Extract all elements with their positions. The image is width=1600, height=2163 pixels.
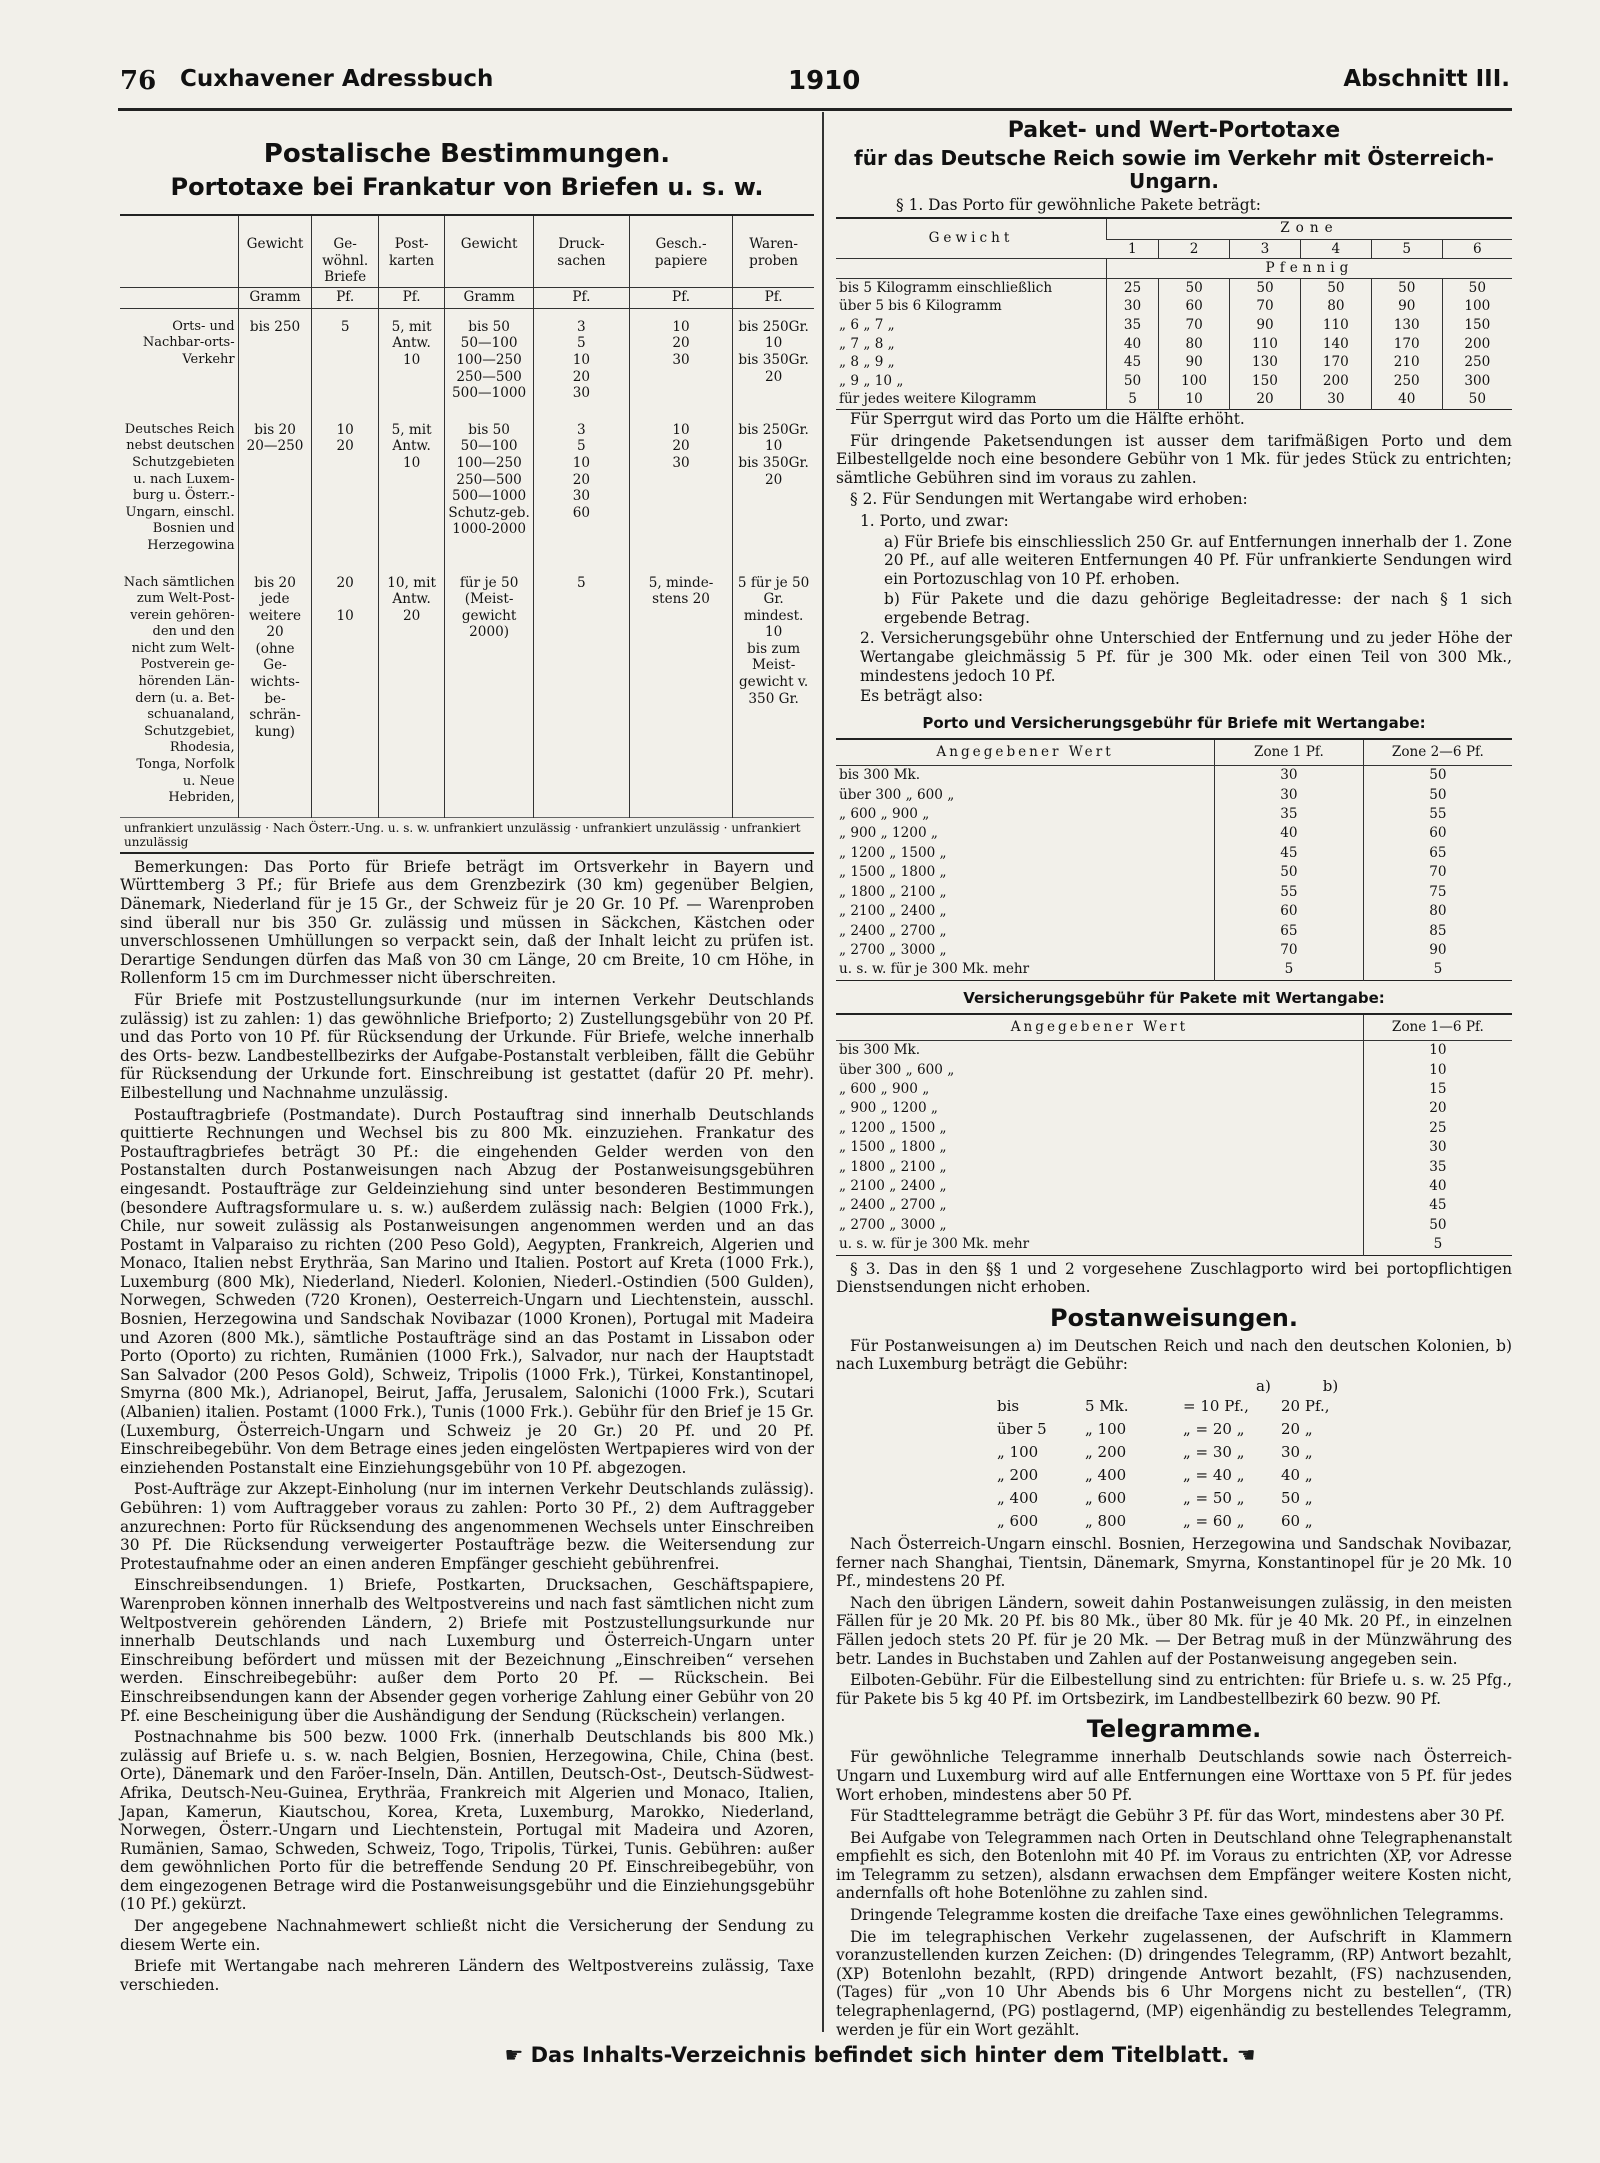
- label-b: b): [1322, 1376, 1339, 1395]
- rate-cell: 250: [1442, 353, 1512, 372]
- rate-cell: 170: [1371, 335, 1442, 354]
- row-label: „ 600 „ 900 „: [839, 806, 930, 823]
- rate-cell: 5: [1215, 960, 1364, 980]
- porto-item: 1. Porto, und zwar:: [860, 511, 1009, 530]
- zone-head: 2: [1159, 239, 1230, 259]
- right-subtitle: für das Deutsche Reich sowie im Verkehr mit Österreich-Ungarn.: [854, 146, 1494, 193]
- table-cell: 5 für je 50 Gr. mindest. 10 bis zum Meist-gewicht v. 350 Gr.: [733, 565, 814, 818]
- table-row: [836, 902, 1512, 921]
- table-row: [836, 863, 1512, 882]
- footer-text: Das Inhalts-Verzeichnis befindet sich hinter dem Titelblatt.: [530, 2043, 1230, 2067]
- row-label: „ 2700 „ 3000 „: [839, 941, 947, 958]
- rate-cell: 10: [1363, 1061, 1512, 1080]
- money-order-cell: = 10 Pf.,: [1183, 1396, 1249, 1415]
- money-order-cell: über 5: [997, 1419, 1047, 1438]
- table-cell: 10 20 30: [629, 412, 732, 565]
- money-order-row: [836, 1397, 1512, 1416]
- unit-head: Pfennig: [1106, 259, 1512, 279]
- table-row: [836, 1216, 1512, 1235]
- pointing-hand-icon: ☛: [504, 2043, 531, 2067]
- label-a: a): [1256, 1376, 1271, 1395]
- row-label: „ 1800 „ 2100 „: [839, 1158, 947, 1175]
- row-label: „ 1500 „ 1800 „: [839, 864, 947, 881]
- row-label: „ 2100 „ 2400 „: [839, 903, 947, 920]
- table-cell: 5: [533, 565, 629, 818]
- rate-cell: 250: [1371, 372, 1442, 391]
- rate-cell: 65: [1363, 844, 1512, 863]
- rate-cell: 50: [1363, 786, 1512, 805]
- money-order-cell: 30 „: [1281, 1442, 1313, 1461]
- telegram-paragraph: Für gewöhnliche Telegramme innerhalb Deutschlands sowie nach Österreich-Ungarn und Luxemburg wird auf alle Entfernungen eine Worttaxe von 5 Pf. für jedes Wort erhoben, mindestens aber 50 Pf.: [836, 1748, 1512, 1804]
- region-cell: Deutsches Reich nebst deutschen Schutzgebieten u. nach Luxem-burg u. Österr.-Ungarn, einschl. Bosnien und Herzegowina: [124, 421, 235, 553]
- money-order-cell: „ 600: [997, 1511, 1039, 1530]
- money-order-cell: „ 100: [997, 1442, 1039, 1461]
- footer-notice: [380, 2042, 1380, 2068]
- region-cell: Nach sämtlichen zum Welt-Post-verein gehören-den und den nicht zum Welt-Postverein ge-hörenden Län-dern (u. a. Bet-schuanaland, Schutzgebiet, Rhodesia, Tonga, Norfolk u. Neue Hebriden,: [123, 574, 235, 806]
- rate-cell: 50: [1230, 278, 1301, 297]
- col-head-weight: Gewicht: [836, 218, 1106, 259]
- table-row: [836, 1099, 1512, 1118]
- row-label: u. s. w. für je 300 Mk. mehr: [839, 1236, 1030, 1253]
- postanweisungen-heading: Postanweisungen.: [1050, 1303, 1298, 1332]
- rate-cell: 5: [1363, 1235, 1512, 1255]
- vertical-note: Nach Österr.-Ung. u. s. w. unfrankiert unzulässig: [272, 820, 571, 835]
- rate-cell: 150: [1230, 372, 1301, 391]
- row-label: „ 8 „ 9 „: [839, 354, 895, 371]
- rate-cell: 25: [1363, 1119, 1512, 1138]
- rate-cell: 70: [1215, 941, 1364, 960]
- page-number: 76: [120, 66, 157, 96]
- rate-cell: 200: [1300, 372, 1371, 391]
- row-label: „ 2400 „ 2700 „: [839, 1197, 947, 1214]
- registered-delivery-paragraph: Für Briefe mit Postzustellungsurkunde (nur im internen Verkehr Deutschlands zulässig) ist zu zahlen: 1) das gewöhnliche Briefporto; 2) Zustellungsgebühr von 20 Pf. und das Porto von 10 Pf. für Rücksendung der Urkunde. Für Briefe, welche innerhalb des Orts- bezw. Landbestellbezirks der Aufgabe-Postanstalt verbleiben, fällt die Gebühr für Rücksendung der Urkunde fort. Einschreibung ist gestattet (dafür 20 Pf. mehr). Eilbestellung und Nachnahme unzulässig.: [120, 990, 814, 1102]
- rate-cell: 40: [1363, 1177, 1512, 1196]
- money-order-cell: „ = 60 „: [1183, 1511, 1245, 1530]
- col-head-zone1: Zone 1 Pf.: [1215, 739, 1364, 766]
- rate-cell: 10: [1363, 1041, 1512, 1061]
- rate-cell: 210: [1371, 353, 1442, 372]
- col-head-value: Angegebener Wert: [836, 739, 1215, 766]
- rate-cell: 100: [1442, 297, 1512, 316]
- col-head-print: Druck-sachen: [533, 215, 629, 287]
- zone-head: 1: [1106, 239, 1158, 259]
- row-label: „ 7 „ 8 „: [839, 335, 895, 352]
- money-order-row: [836, 1489, 1512, 1508]
- row-label: „ 1500 „ 1800 „: [839, 1139, 947, 1156]
- row-label: „ 600 „ 900 „: [839, 1080, 930, 1097]
- table-row: [836, 1177, 1512, 1196]
- rate-cell: 40: [1106, 335, 1158, 354]
- money-order-row: [836, 1512, 1512, 1531]
- table-row: [836, 353, 1512, 372]
- zone-head: 3: [1230, 239, 1301, 259]
- rate-cell: 5: [1106, 390, 1158, 409]
- value-letters-paragraph: Briefe mit Wertangabe nach mehreren Ländern des Weltpostvereins zulässig, Taxe verschieden.: [120, 1957, 814, 1994]
- row-label: über 300 „ 600 „: [839, 1061, 955, 1078]
- rate-cell: 55: [1363, 805, 1512, 824]
- thus-line: Es beträgt also:: [860, 687, 984, 706]
- row-label: u. s. w. für je 300 Mk. mehr: [839, 961, 1030, 978]
- col-head-region: [120, 215, 238, 287]
- rate-cell: 50: [1363, 766, 1512, 786]
- table-cell: für je 50 (Meist-gewicht 2000): [445, 565, 534, 818]
- parcel-value-table: [836, 1013, 1512, 1256]
- unit-cell: Pf.: [378, 287, 444, 308]
- money-order-intro: Für Postanweisungen a) im Deutschen Reich und nach den deutschen Kolonien, b) nach Luxemburg beträgt die Gebühr:: [836, 1336, 1512, 1374]
- telegram-paragraph: Dringende Telegramme kosten die dreifache Taxe eines gewöhnlichen Telegramms.: [850, 1906, 1504, 1925]
- rate-cell: 45: [1215, 844, 1364, 863]
- money-order-ab: [836, 1377, 1512, 1395]
- table-cell: 20 10: [312, 565, 378, 818]
- zone-head: 5: [1371, 239, 1442, 259]
- table-row: [836, 1158, 1512, 1177]
- rate-cell: 100: [1159, 372, 1230, 391]
- left-subtitle: Portotaxe bei Frankatur von Briefen u. s. w.: [170, 173, 764, 201]
- table-row: [836, 1041, 1512, 1061]
- row-label: „ 2400 „ 2700 „: [839, 922, 947, 939]
- col-head-zone: Zone: [1106, 218, 1512, 240]
- rate-cell: 90: [1230, 316, 1301, 335]
- row-label: „ 2100 „ 2400 „: [839, 1177, 947, 1194]
- rate-cell: 60: [1159, 297, 1230, 316]
- money-order-cell: „ 200: [1085, 1442, 1127, 1461]
- rate-cell: 40: [1371, 390, 1442, 409]
- money-order-cell: „ = 50 „: [1183, 1488, 1245, 1507]
- table-row: [836, 316, 1512, 335]
- row-label: „ 2700 „ 3000 „: [839, 1216, 947, 1233]
- table-row: [836, 844, 1512, 863]
- table-cell: bis 250Gr. 10 bis 350Gr. 20: [733, 308, 814, 411]
- vertical-notes-row: unfrankiert unzulässig · Nach Österr.-Ung. u. s. w. unfrankiert unzulässig · unfrankiert unzulässig · unfrankiert unzulässig: [120, 817, 814, 853]
- row-label: „ 1200 „ 1500 „: [839, 1119, 947, 1136]
- region-cell: Orts- und Nachbar-orts-Verkehr: [142, 318, 235, 367]
- col-head-zone1-6: Zone 1—6 Pf.: [1363, 1014, 1512, 1041]
- rate-cell: 130: [1230, 353, 1301, 372]
- rate-cell: 90: [1371, 297, 1442, 316]
- rate-cell: 5: [1363, 960, 1512, 980]
- rate-cell: 50: [1159, 278, 1230, 297]
- table-row: [836, 941, 1512, 960]
- express-note: Eilboten-Gebühr. Für die Eilbestellung sind zu entrichten: für Briefe u. s. w. 25 Pfg., für Pakete bis 5 kg 40 Pf. im Ortsbezirk, im Landbestellbezirk 60 bezw. 90 Pf.: [836, 1671, 1512, 1708]
- row-label: über 300 „ 600 „: [839, 786, 955, 803]
- rate-cell: 140: [1300, 335, 1371, 354]
- table-row: [836, 1080, 1512, 1099]
- parcels-item: b) Für Pakete und die dazu gehörige Begleitadresse: der nach § 1 sich ergebende Betrag.: [884, 590, 1512, 627]
- book-title: Cuxhavener Adressbuch: [180, 66, 494, 92]
- year: 1910: [788, 66, 861, 96]
- letter-value-table: [836, 738, 1512, 981]
- table-row: [836, 960, 1512, 980]
- bulky-note: Für Sperrgut wird das Porto um die Hälfte erhöht.: [850, 409, 1245, 428]
- unit-cell: Pf.: [629, 287, 732, 308]
- parcel-value-heading: Versicherungsgebühr für Pakete mit Wertangabe:: [963, 988, 1385, 1007]
- row-label: „ 6 „ 7 „: [839, 316, 895, 333]
- table-row: [836, 278, 1512, 297]
- money-order-cell: bis: [997, 1396, 1020, 1415]
- rate-cell: 90: [1363, 941, 1512, 960]
- insurance-item: 2. Versicherungsgebühr ohne Unterschied der Entfernung und zu jeder Höhe der Wertangabe gleichmässig 5 Pf. für je 300 Mk. oder einen Teil von 300 Mk., mindestens jedoch 10 Pf.: [860, 629, 1512, 685]
- other-countries-note: Nach den übrigen Ländern, soweit dahin Postanweisungen zulässig, in den meisten Fällen für je 20 Mk. 20 Pf. bis 80 Mk., über 80 Mk. für je 40 Mk. 20 Pf., in einzelnen Fällen jedoch stets 20 Pf. für je 20 Mk. — Der Betrag muß in der Münzwährung des betr. Landes in Buchstaben und Zahlen auf der Postanweisung angegeben sein.: [836, 1593, 1512, 1668]
- table-row: [836, 766, 1512, 786]
- rate-cell: 50: [1300, 278, 1371, 297]
- money-order-cell: „ 800: [1085, 1511, 1127, 1530]
- money-order-cell: „ 400: [1085, 1465, 1127, 1484]
- acceptance-paragraph: Post-Aufträge zur Akzept-Einholung (nur im internen Verkehr Deutschlands zulässig). Gebühren: 1) vom Auftraggeber voraus zu zahlen: Porto 30 Pf., 2) dem Auftraggeber anzurechnen: Porto für Rücksendung des angenommenen Wechsels unter Einschreiben 30 Pf. Die Rücksendung verweigerter Postaufträge bezw. die Weitersendung zur Protestaufnahme oder an einen anderen Empfänger geschieht gebührenfrei.: [120, 1480, 814, 1573]
- money-order-cell: „ 400: [997, 1488, 1039, 1507]
- table-row: [836, 786, 1512, 805]
- rate-cell: 20: [1230, 390, 1301, 409]
- rate-cell: 30: [1215, 786, 1364, 805]
- table-row: [836, 922, 1512, 941]
- table-row: [836, 1235, 1512, 1255]
- table-row: [836, 1138, 1512, 1157]
- money-order-row: [836, 1420, 1512, 1439]
- row-label: für jedes weitere Kilogramm: [839, 391, 1037, 408]
- vertical-note: unfrankiert unzulässig: [124, 820, 262, 835]
- col-head-value: Angegebener Wert: [836, 1014, 1363, 1041]
- austria-note: Nach Österreich-Ungarn einschl. Bosnien, Herzegowina und Sandschak Novibazar, ferner nach Shanghai, Tientsin, Dänemark, Smyrna, Konstantinopel für je 20 Mk. 10 Pf., mindestens 20 Pf.: [836, 1534, 1512, 1591]
- urgent-note: Für dringende Paketsendungen ist ausser dem tarifmäßigen Porto und dem Eilbestellgelde noch eine besondere Gebühr von 1 Mk. für jedes Stück zu entrichten; sämtliche Gebühren sind im voraus zu zahlen.: [836, 431, 1512, 487]
- rate-cell: 45: [1106, 353, 1158, 372]
- rate-cell: 30: [1363, 1138, 1512, 1157]
- money-order-row: [836, 1443, 1512, 1462]
- unit-cell: Gramm: [445, 287, 534, 308]
- table-row: [120, 412, 814, 565]
- table-cell: 5, mit Antw. 10: [378, 412, 444, 565]
- telegram-paragraph: Für Stadttelegramme beträgt die Gebühr 3 Pf. für das Wort, mindestens aber 30 Pf.: [850, 1807, 1505, 1826]
- money-order-cell: „ 100: [1085, 1419, 1127, 1438]
- row-label: bis 300 Mk.: [839, 1042, 921, 1059]
- rate-cell: 110: [1230, 335, 1301, 354]
- money-order-cell: 40 „: [1281, 1465, 1313, 1484]
- table-cell: 10 20: [312, 412, 378, 565]
- cod-note: Der angegebene Nachnahmewert schließt nicht die Versicherung der Sendung zu diesem Werte ein.: [120, 1917, 814, 1954]
- rate-cell: 30: [1215, 766, 1364, 786]
- table-row: [836, 372, 1512, 391]
- table-row: [836, 805, 1512, 824]
- rate-cell: 80: [1159, 335, 1230, 354]
- rate-cell: 80: [1363, 902, 1512, 921]
- table-row: [836, 335, 1512, 354]
- table-row: [120, 565, 814, 818]
- left-title: Postalische Bestimmungen.: [263, 139, 671, 169]
- rate-cell: 60: [1215, 902, 1364, 921]
- postal-order-paragraph: Postauftragbriefe (Postmandate). Durch Postauftrag sind innerhalb Deutschlands quittierte Rechnungen und Wechsel bis zu 800 Mk. einzuziehen. Frankatur des Postauftragbriefes beträgt 30 Pf.: die eingehenden Gelder werden von den Postanstalten durch Postanweisungen nach Abzug der Postanweisungsgebühren eingesandt. Postaufträge zur Geldeinziehung sind unter besonderen Bestimmungen (besondere Auftragsformulare u. s. w.) außerdem zulässig nach: Belgien (1000 Frk.), Chile, nur soweit zulässig als Postanweisungen angenommen werden und an das Postamt in Valparaiso zu richten (200 Peso Gold), Aegypten, Frankreich, Algerien und Monaco, Italien nebst Erythräa, San Marino und Italien. Postort auf Kreta (1000 Frk.), Luxemburg (800 Mk), Niederland, Niederl. Kolonien, Niederl.-Ostindien (500 Gulden), Norwegen, Schweden (720 Kronen), Oesterreich-Ungarn und Liechtenstein, ausschl. Bosnien, Herzegowina und Sandschak Novibazar (1000 Kronen), Portugal mit Madeira und Azoren (800 Mk.), sämtliche Postaufträge sind an das Postamt in Lissabon oder Porto (Oporto) zu richten, Rumänien (1000 Frk.), Salvador, nur nach der Hauptstadt San Salvador (200 Pesos Gold), Schweiz, Tripolis (1000 Frk.), Türkei, Konstantinopel, Smyrna (800 Mk.), Adrianopel, Beirut, Jaffa, Jerusalem, Salonichi (1000 Frk.), Scutari (Albanien) italien. Postamt (1000 Frk.), Tunis (1000 Frk.). Gebühr für den Brief je 15 Gr. (Luxemburg, Österreich-Ungarn und Schweiz je 20 Gr.) 20 Pf. und 20 Pf. Einschreibegebühr. Von dem Betrage eines jeden eingelösten Wertpapieres wird von der einziehenden Postanstalt eine Einziehungsgebühr von 10 Pf. abgezogen.: [120, 1105, 814, 1477]
- rate-cell: 150: [1442, 316, 1512, 335]
- rate-cell: 15: [1363, 1080, 1512, 1099]
- letters-item: a) Für Briefe bis einschliesslich 250 Gr. auf Entfernungen innerhalb der 1. Zone 20 Pf., auf alle weiteren Entfernungen 40 Pf. Für unfrankierte Sendungen wird ein Portozuschlag von 10 Pf. erhoben.: [884, 532, 1512, 588]
- table-cell: 10, mit Antw. 20: [378, 565, 444, 818]
- money-order-row: [836, 1466, 1512, 1485]
- table-cell: bis 250: [238, 308, 312, 411]
- row-label: bis 300 Mk.: [839, 767, 921, 784]
- money-order-cell: „ = 30 „: [1183, 1442, 1245, 1461]
- table-cell: bis 50 50—100 100—250 250—500 500—1000: [445, 308, 534, 411]
- page-header: [120, 66, 1510, 96]
- vertical-note: unfrankiert unzulässig: [124, 820, 801, 849]
- left-column: [120, 112, 814, 1997]
- row-label: „ 900 „ 1200 „: [839, 1100, 938, 1117]
- parcel-intro: § 1. Das Porto für gewöhnliche Pakete beträgt:: [896, 196, 1261, 214]
- right-title: Paket- und Wert-Portotaxe: [1007, 118, 1341, 143]
- rate-cell: 170: [1300, 353, 1371, 372]
- rate-cell: 50: [1363, 1216, 1512, 1235]
- row-label: „ 9 „ 10 „: [839, 372, 904, 389]
- col-head-postcards: Post-karten: [378, 215, 444, 287]
- vertical-note: unfrankiert unzulässig: [582, 820, 720, 835]
- rate-cell: 45: [1363, 1196, 1512, 1215]
- zone-head: 4: [1300, 239, 1371, 259]
- rate-cell: 50: [1442, 278, 1512, 297]
- rate-cell: 60: [1363, 824, 1512, 843]
- table-row: [836, 1061, 1512, 1080]
- money-order-cell: „ 200: [997, 1465, 1039, 1484]
- right-column: [836, 112, 1512, 2042]
- money-order-cell: „ = 20 „: [1183, 1419, 1245, 1438]
- money-order-cell: 60 „: [1281, 1511, 1313, 1530]
- letter-value-heading: Porto und Versicherungsgebühr für Briefe mit Wertangabe:: [922, 713, 1426, 732]
- rate-cell: 110: [1300, 316, 1371, 335]
- table-cell: 5, minde-stens 20: [629, 565, 732, 818]
- cod-paragraph: Postnachnahme bis 500 bezw. 1000 Frk. (innerhalb Deutschlands bis 800 Mk.) zulässig auf Briefe u. s. w. nach Belgien, Bosnien, Herzegowina, Chile, China (best. Orte), Dänemark und den Faröer-Inseln, Dän. Antillen, Deutsch-Ost-, Deutsch-Südwest-Afrika, Deutsch-Neu-Guinea, Erythräa, Frankreich mit Algerien und Monaco, Italien, Japan, Kamerun, Kiautschou, Korea, Kreta, Luxemburg, Marokko, Niederland, Norwegen, Österr.-Ungarn und Liechtenstein, Portugal mit Madeira und Azoren, Rumänien, Samao, Schweden, Schweiz, Togo, Tripolis, Türkei, Tunis. Gebühren: außer dem gewöhnlichen Porto für die betreffende Sendung 20 Pf. Einschreibegebühr, von dem eingezogenen Betrage wird die Postanweisungsgebühr und die Einziehungsgebühr (10 Pf.) gekürzt.: [120, 1728, 814, 1914]
- rate-cell: 20: [1363, 1099, 1512, 1118]
- rate-cell: 300: [1442, 372, 1512, 391]
- unit-cell: Pf.: [733, 287, 814, 308]
- money-order-cell: 5 Mk.: [1085, 1396, 1129, 1415]
- rate-cell: 200: [1442, 335, 1512, 354]
- section-label: Abschnitt III.: [1343, 66, 1510, 92]
- money-order-cell: „ = 40 „: [1183, 1465, 1245, 1484]
- rate-cell: 130: [1371, 316, 1442, 335]
- unit-cell: Pf.: [533, 287, 629, 308]
- header-rule: [118, 108, 1512, 111]
- rate-cell: 85: [1363, 922, 1512, 941]
- rate-cell: 70: [1159, 316, 1230, 335]
- col-head-business: Gesch.-papiere: [629, 215, 732, 287]
- table-cell: 5: [312, 308, 378, 411]
- table-row: [836, 1196, 1512, 1215]
- table-cell: bis 50 50—100 100—250 250—500 500—1000 Schutz-geb. 1000-2000: [445, 412, 534, 565]
- rate-cell: 50: [1215, 863, 1364, 882]
- col-head-zone2-6: Zone 2—6 Pf.: [1363, 739, 1512, 766]
- column-divider: [822, 112, 824, 2032]
- col-head-weight2: Gewicht: [445, 215, 534, 287]
- table-row: [836, 297, 1512, 316]
- rate-cell: 75: [1363, 883, 1512, 902]
- row-label: „ 900 „ 1200 „: [839, 825, 938, 842]
- rate-cell: 70: [1230, 297, 1301, 316]
- rate-cell: 55: [1215, 883, 1364, 902]
- table-row: [836, 390, 1512, 409]
- telegram-paragraph: Bei Aufgabe von Telegrammen nach Orten in Deutschland ohne Telegraphenanstalt empfiehlt es sich, den Botenlohn mit 40 Pf. im Voraus zu entrichten (XP, vor Adresse im Telegramm zu setzen), alsdann erwachsen dem Empfänger weitere Kosten nicht, andernfalls oft hohe Botenlöhne zu zahlen sind.: [836, 1828, 1512, 1903]
- row-label: „ 1800 „ 2100 „: [839, 883, 947, 900]
- rate-cell: 50: [1371, 278, 1442, 297]
- unit-cell: Pf.: [312, 287, 378, 308]
- row-label: über 5 bis 6 Kilogramm: [839, 298, 1002, 315]
- rate-cell: 10: [1159, 390, 1230, 409]
- unit-cell: [120, 287, 238, 308]
- parcel-zone-table: [836, 217, 1512, 410]
- registered-mail-paragraph: Einschreibsendungen. 1) Briefe, Postkarten, Drucksachen, Geschäftspapiere, Warenproben können innerhalb des Weltpostvereins und nach fast sämtlichen nicht zum Weltpostverein gehörenden Ländern, 2) Briefe mit Postzustellungsurkunde nur innerhalb Deutschlands und nach Luxemburg und Österreich-Ungarn unter Einschreibung befördert und müssen mit der Bezeichnung „Einschreiben“ versehen werden. Einschreibegebühr: außer dem Porto 20 Pf. — Rückschein. Bei Einschreibsendungen kann der Absender gegen vorherige Zahlung einer Gebühr von 20 Pf. eine Bescheinigung über die Aushändigung der Sendung (Rückschein) verlangen.: [120, 1576, 814, 1725]
- value-intro: § 2. Für Sendungen mit Wertangabe wird erhoben:: [850, 490, 1248, 509]
- table-row: [120, 308, 814, 411]
- table-cell: bis 20 jede weitere 20 (ohne Ge-wichts-be-schrän-kung): [238, 565, 312, 818]
- telegram-paragraph: Die im telegraphischen Verkehr zugelassenen, der Aufschrift in Klammern voranzustellenden kurzen Zeichen: (D) dringendes Telegramm, (RP) Antwort bezahlt, (XP) Botenlohn bezahlt, (RPD) dringende Antwort bezahlt, (FS) nachzusenden, (Tages) für „von 10 Uhr Abends bis 6 Uhr Morgens nicht zu bestellen“, (TR) telegraphenlagernd, (PG) postlagernd, (MP) eigenhändig zu bestellendes Telegramm, werden je für ein Wort gezählt.: [836, 1927, 1512, 2039]
- rate-cell: 50: [1442, 390, 1512, 409]
- remarks-paragraph: Bemerkungen: Das Porto für Briefe beträgt im Ortsverkehr in Bayern und Württemberg 3 Pf.; für Briefe aus dem Grenzbezirk (30 km) gegenüber Belgien, Dänemark, Niederland für je 15 Gr., der Schweiz für je 20 Gr. 10 Pf. — Warenproben sind überall nur bis 350 Gr. zulässig und müssen in Säckchen, Kästchen oder unverschlossenen Umhüllungen so verpackt sein, daß der Inhalt leicht zu prüfen ist. Derartige Sendungen dürfen das Maß von 30 cm Länge, 20 cm Breite, 10 cm Höhe, in Rollenform 15 cm im Durchmesser nicht überschreiten.: [120, 857, 814, 988]
- rate-cell: 50: [1106, 372, 1158, 391]
- rate-cell: 35: [1363, 1158, 1512, 1177]
- col-head-samples: Waren-proben: [733, 215, 814, 287]
- table-cell: 3 5 10 20 30: [533, 308, 629, 411]
- table-cell: bis 250Gr. 10 bis 350Gr. 20: [733, 412, 814, 565]
- pointing-hand-icon: ☚: [1236, 2043, 1256, 2067]
- table-cell: 3 5 10 20 30 60: [533, 412, 629, 565]
- rate-cell: 30: [1300, 390, 1371, 409]
- row-label: „ 1200 „ 1500 „: [839, 844, 947, 861]
- letter-rate-table: [120, 214, 814, 854]
- rate-cell: 70: [1363, 863, 1512, 882]
- table-cell: 10 20 30: [629, 308, 732, 411]
- money-order-cell: 20 Pf.,: [1281, 1396, 1330, 1415]
- col-head-weight: Gewicht: [238, 215, 312, 287]
- money-order-cell: „ 600: [1085, 1488, 1127, 1507]
- rate-cell: 90: [1159, 353, 1230, 372]
- surcharge-note: § 3. Das in den §§ 1 und 2 vorgesehene Zuschlagporto wird bei portopflichtigen Dienstsendungen nicht erhoben.: [836, 1259, 1512, 1297]
- rate-cell: 25: [1106, 278, 1158, 297]
- rate-cell: 35: [1106, 316, 1158, 335]
- zone-head: 6: [1442, 239, 1512, 259]
- table-row: [836, 824, 1512, 843]
- telegramme-heading: Telegramme.: [1086, 1715, 1262, 1744]
- money-order-cell: 50 „: [1281, 1488, 1313, 1507]
- table-cell: 5, mit Antw. 10: [378, 308, 444, 411]
- money-order-cell: 20 „: [1281, 1419, 1313, 1438]
- rate-cell: 80: [1300, 297, 1371, 316]
- table-row: [836, 883, 1512, 902]
- rate-cell: 40: [1215, 824, 1364, 843]
- unit-cell: Gramm: [238, 287, 312, 308]
- money-order-rates: [836, 1397, 1512, 1531]
- table-row: [836, 1119, 1512, 1138]
- rate-cell: 35: [1215, 805, 1364, 824]
- table-cell: bis 20 20—250: [238, 412, 312, 565]
- rate-cell: 30: [1106, 297, 1158, 316]
- rate-cell: 65: [1215, 922, 1364, 941]
- row-label: bis 5 Kilogramm einschließlich: [839, 279, 1053, 296]
- col-head-letters: Ge-wöhnl. Briefe: [312, 215, 378, 287]
